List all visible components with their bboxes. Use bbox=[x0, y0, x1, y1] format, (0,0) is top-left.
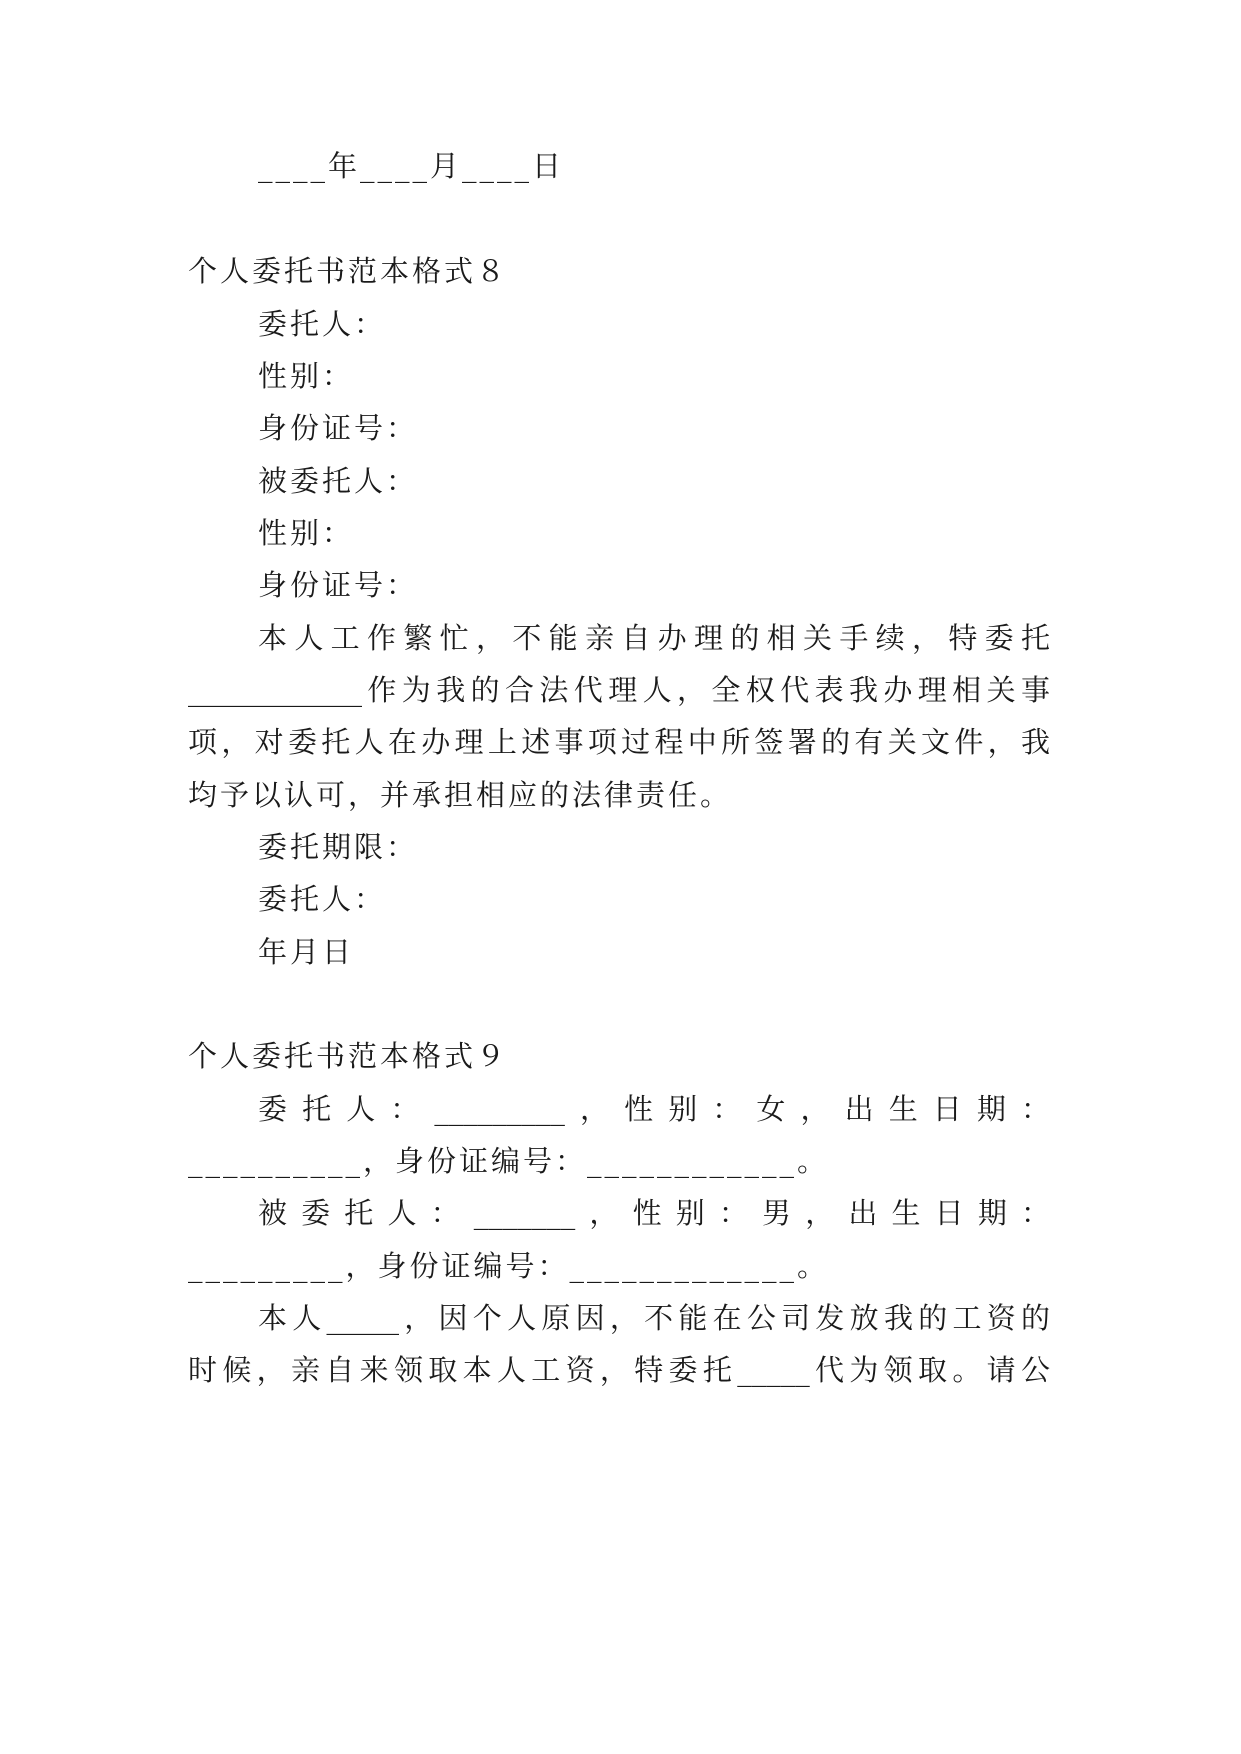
section-9-line-3: 被委托人：_______，性别：男，出生日期： bbox=[258, 1196, 1050, 1230]
principal-gender-field: 性别： bbox=[258, 359, 355, 393]
section-8-body-line-1: 本人工作繁忙，不能亲自办理的相关手续，特委托 bbox=[258, 621, 1050, 655]
section-9-line-2: __________，身份证编号：____________。 bbox=[188, 1144, 830, 1178]
agent-field: 被委托人： bbox=[258, 464, 419, 498]
date-field: 年月日 bbox=[258, 935, 355, 969]
section-9-title: 个人委托书范本格式９ bbox=[188, 1039, 509, 1073]
date-blank-line: ____年____月____日 bbox=[258, 149, 565, 183]
section-8-body-line-3: 项，对委托人在办理上述事项过程中所签署的有关文件，我 bbox=[188, 725, 1050, 759]
principal-id-field: 身份证号： bbox=[258, 411, 419, 445]
agent-id-field: 身份证号： bbox=[258, 568, 419, 602]
section-8-body-line-4: 均予以认可，并承担相应的法律责任。 bbox=[188, 778, 733, 812]
agent-gender-field: 性别： bbox=[258, 516, 355, 550]
section-9-line-4: _________，身份证编号：_____________。 bbox=[188, 1249, 830, 1283]
signature-field: 委托人： bbox=[258, 882, 387, 916]
section-8-title: 个人委托书范本格式８ bbox=[188, 254, 509, 288]
section-9-line-6: 时候，亲自来领取本人工资，特委托_____代为领取。请公 bbox=[188, 1353, 1050, 1387]
section-9-line-5: 本人_____，因个人原因，不能在公司发放我的工资的 bbox=[258, 1301, 1050, 1335]
section-8-body-line-2: ____________作为我的合法代理人，全权代表我办理相关事 bbox=[188, 673, 1050, 707]
term-field: 委托期限： bbox=[258, 830, 419, 864]
principal-field: 委托人： bbox=[258, 307, 387, 341]
section-9-line-1: 委托人：_________，性别：女，出生日期： bbox=[258, 1092, 1050, 1126]
